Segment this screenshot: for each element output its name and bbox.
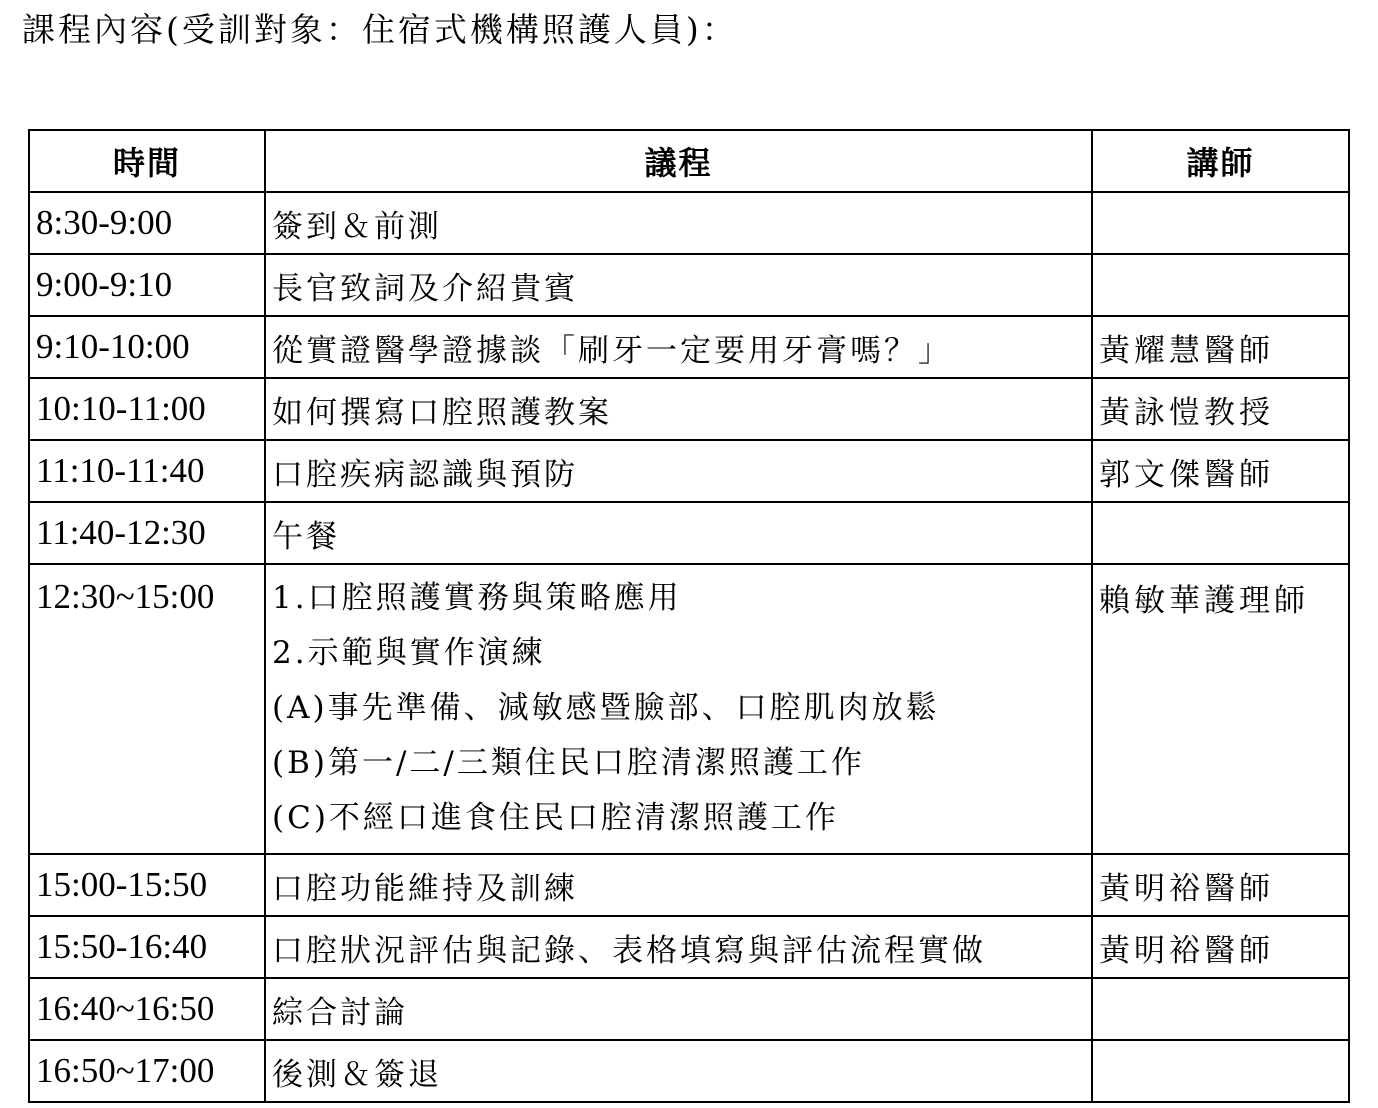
schedule-table [28,129,1350,1103]
speaker-cell: 黃詠愷教授 [1092,378,1349,440]
time-cell: 11:10-11:40 [29,440,265,502]
agenda-cell: 長官致詞及介紹貴賓 [265,254,1092,316]
table-row [29,1040,1349,1102]
table-row [29,192,1349,254]
agenda-cell: 口腔狀況評估與記錄、表格填寫與評估流程實做 [265,916,1092,978]
agenda-line: 2.示範與實作演練 [272,635,546,671]
speaker-cell [1092,192,1349,254]
agenda-line-list [272,565,1091,846]
table-row [29,978,1349,1040]
agenda-cell: 綜合討論 [265,978,1092,1040]
agenda-line: 1.口腔照護實務與策略應用 [272,580,682,616]
speaker-cell: 黃耀慧醫師 [1092,316,1349,378]
header-speaker: 講師 [1092,130,1349,192]
agenda-cell: 後測＆簽退 [265,1040,1092,1102]
time-cell: 9:00-9:10 [29,254,265,316]
time-cell: 16:50~17:00 [29,1040,265,1102]
agenda-line: (A)事先準備、減敏感暨臉部、口腔肌肉放鬆 [272,690,940,726]
table-row [29,564,1349,854]
agenda-cell: 簽到＆前測 [265,192,1092,254]
agenda-line: (C)不經口進食住民口腔清潔照護工作 [272,800,839,836]
time-cell: 12:30~15:00 [29,564,265,854]
table-row [29,854,1349,916]
time-cell: 10:10-11:00 [29,378,265,440]
table-row [29,316,1349,378]
agenda-cell: 午餐 [265,502,1092,564]
speaker-cell [1092,1040,1349,1102]
table-header-row [29,130,1349,192]
speaker-cell [1092,502,1349,564]
time-cell: 9:10-10:00 [29,316,265,378]
agenda-cell [265,564,1092,854]
speaker-cell: 賴敏華護理師 [1092,564,1349,854]
speaker-cell [1092,978,1349,1040]
speaker-cell: 黃明裕醫師 [1092,854,1349,916]
table-row [29,502,1349,564]
agenda-cell: 從實證醫學證據談「刷牙一定要用牙膏嗎？」 [265,316,1092,378]
agenda-cell: 口腔疾病認識與預防 [265,440,1092,502]
header-agenda: 議程 [265,130,1092,192]
time-cell: 11:40-12:30 [29,502,265,564]
agenda-cell: 口腔功能維持及訓練 [265,854,1092,916]
agenda-cell: 如何撰寫口腔照護教案 [265,378,1092,440]
page-title: 課程內容(受訓對象：住宿式機構照護人員)： [22,10,738,49]
table-row [29,254,1349,316]
header-time: 時間 [29,130,265,192]
speaker-cell: 黃明裕醫師 [1092,916,1349,978]
table-row [29,916,1349,978]
agenda-line: (B)第一/二/三類住民口腔清潔照護工作 [272,745,865,781]
time-cell: 16:40~16:50 [29,978,265,1040]
time-cell: 15:00-15:50 [29,854,265,916]
speaker-cell [1092,254,1349,316]
speaker-cell: 郭文傑醫師 [1092,440,1349,502]
time-cell: 15:50-16:40 [29,916,265,978]
table-row [29,440,1349,502]
table-row [29,378,1349,440]
time-cell: 8:30-9:00 [29,192,265,254]
